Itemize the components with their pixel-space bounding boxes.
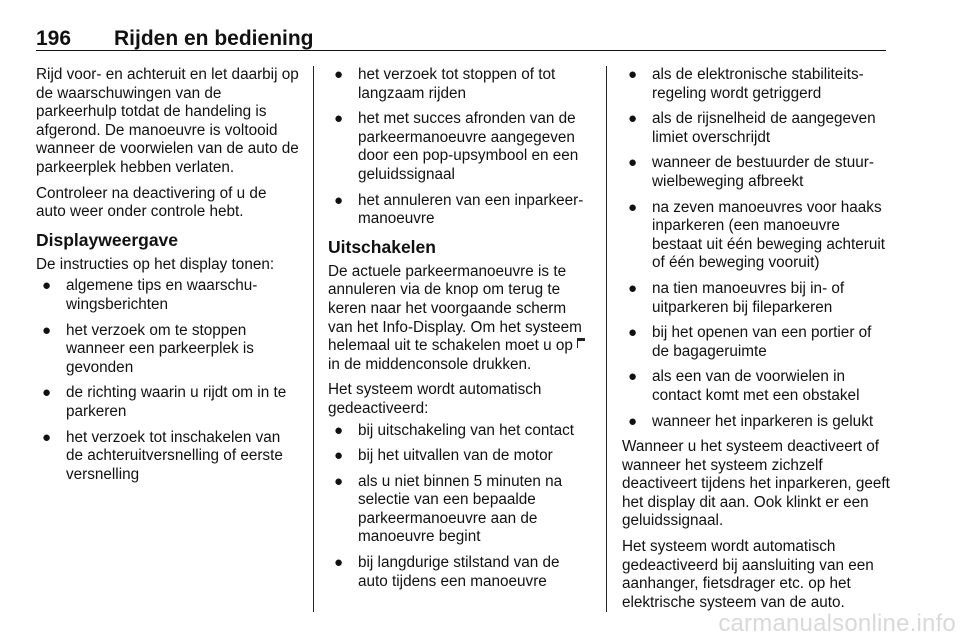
off-paragraph: De actuele parkeermanoeuvre is te annuleren via de knop om terug te keren naar het voorgaande scherm van het Info-Display. Om het systeem helemaal uit te schakelen moet u op in de middenconsole drukken. xyxy=(328,263,592,375)
list-item: ● na zeven manoeuvres voor haaks inparkeren (een manoeuvre bestaat uit één beweging achteruit of één beweging vooruit) xyxy=(628,198,886,272)
watermark: carmanualsonline.info xyxy=(718,610,956,637)
bullet-icon: ● xyxy=(334,421,344,439)
list-item: ● het verzoek om te stoppen wanneer een parkeerplek is gevonden xyxy=(42,321,254,376)
column-1 xyxy=(36,66,300,491)
deactivate-bullet-list xyxy=(328,422,592,592)
bullet-icon: ● xyxy=(628,154,638,172)
page-number: 196 xyxy=(36,27,72,50)
deactivate-bullet-list-continued xyxy=(622,66,892,431)
bullet-icon: ● xyxy=(334,66,344,83)
column-3 xyxy=(622,66,892,619)
deactivate-info-paragraph: Wanneer u het systeem deactiveert of wanneer het systeem zichzelf deactiveert tijdens het inparkeren, geeft het display dit aan. Ook klinkt er een geluidssignaal. xyxy=(622,438,890,530)
page-header xyxy=(36,28,886,51)
list-item: ● als de elektronische stabiliteitsregeling wordt getriggerd xyxy=(628,66,864,102)
list-item: ● het verzoek tot inschakelen van de achteruitversnelling of eerste versnelling xyxy=(42,428,283,483)
chapter-title: Rijden en bediening xyxy=(114,27,314,50)
auto-deactivate-lead: Het systeem wordt automatisch gedeactiveerd: xyxy=(328,381,542,417)
display-bullet-list xyxy=(36,277,300,484)
section-heading-display: Displayweergave xyxy=(36,229,179,250)
bullet-icon: ● xyxy=(628,324,638,342)
section-heading-off: Uitschakelen xyxy=(328,236,436,257)
column-divider-1 xyxy=(313,66,314,612)
bullet-icon: ● xyxy=(42,428,52,446)
list-item: ● als een van de voorwielen in contact komt met een obstakel xyxy=(628,368,860,404)
list-item: ● het annuleren van een inparkeermanoeuvre xyxy=(334,191,584,228)
bullet-icon: ● xyxy=(334,472,344,490)
bullet-icon: ● xyxy=(628,368,638,386)
display-lead: De instructies op het display tonen: xyxy=(36,255,275,273)
list-item: ● het met succes afronden van de parkeermanoeuvre aangegeven door een pop-upsymbool en een geluidssignaal xyxy=(334,110,579,183)
bullet-icon: ● xyxy=(628,198,638,216)
park-assist-button-icon xyxy=(577,338,585,348)
bullet-icon: ● xyxy=(628,110,638,128)
display-bullet-list-continued xyxy=(328,66,592,229)
bullet-icon: ● xyxy=(42,277,52,295)
control-paragraph: Controleer na deactivering of u de auto weer onder controle hebt. xyxy=(36,184,267,221)
trailer-paragraph: Het systeem wordt automatisch gedeactiveerd bij aansluiting van een aanhanger, fietsdrager etc. op het elektrische systeem van de auto. xyxy=(622,538,874,611)
list-item: ● bij uitschakeling van het contact xyxy=(334,421,574,439)
bullet-icon: ● xyxy=(42,321,52,339)
list-item: ● wanneer de bestuurder de stuurwielbeweging afbreekt xyxy=(628,154,874,190)
column-divider-2 xyxy=(606,66,607,612)
column-2 xyxy=(328,66,592,598)
bullet-icon: ● xyxy=(628,412,638,430)
list-item: ● wanneer het inparkeren is gelukt xyxy=(628,412,874,430)
bullet-icon: ● xyxy=(334,191,344,209)
list-item: ● bij langdurige stilstand van de auto tijdens een manoeuvre xyxy=(334,554,560,590)
bullet-icon: ● xyxy=(628,279,638,297)
list-item: ● als de rijsnelheid de aangegeven limiet overschrijdt xyxy=(628,110,876,146)
bullet-icon: ● xyxy=(628,66,638,83)
bullet-icon: ● xyxy=(334,110,344,128)
list-item: ● als u niet binnen 5 minuten na selectie van een bepaalde parkeermanoeuvre aan de manoeuvre begint xyxy=(334,472,563,546)
bullet-icon: ● xyxy=(42,384,52,402)
list-item: ● algemene tips en waarschuwingsberichten xyxy=(42,277,258,313)
list-item: ● na tien manoeuvres bij in- of uitparkeren bij fileparkeren xyxy=(628,279,845,316)
list-item: ● de richting waarin u rijdt om in te parkeren xyxy=(42,384,287,420)
list-item: ● het verzoek tot stoppen of tot langzaam rijden xyxy=(334,66,556,102)
list-item: ● bij het uitvallen van de motor xyxy=(334,447,553,465)
intro-paragraph: Rijd voor- en achteruit en let daarbij op de waarschuwingen van de parkeerhulp totdat de handeling is afgerond. De manoeuvre is voltooid wanneer de voorwielen van de auto de parkeerplek hebben verlaten. xyxy=(36,66,299,176)
bullet-icon: ● xyxy=(334,554,344,572)
list-item: ● bij het openen van een portier of de bagageruimte xyxy=(628,324,872,360)
bullet-icon: ● xyxy=(334,447,344,465)
